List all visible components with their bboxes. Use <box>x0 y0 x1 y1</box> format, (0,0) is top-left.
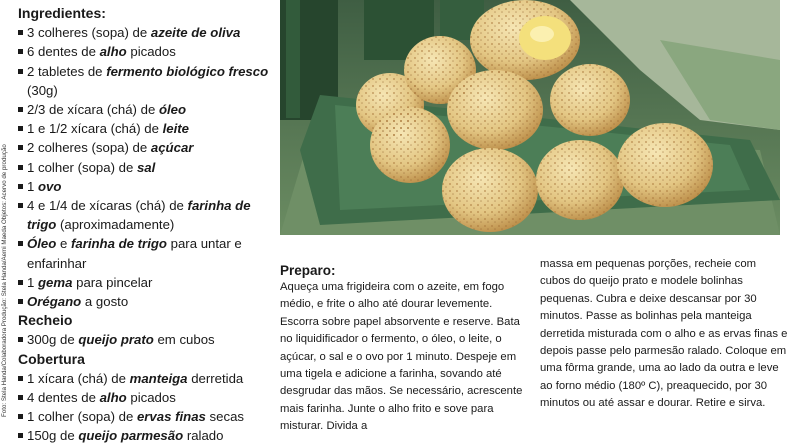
recipe-photo <box>280 0 780 235</box>
ingredients-list <box>18 23 280 311</box>
list-item <box>18 369 280 388</box>
ingredient-text: 1 <box>27 178 38 194</box>
ingredient-name: azeite de oliva <box>150 25 241 41</box>
ingredient-name: ovo <box>38 178 62 194</box>
ingredient-text: 1 e 1/2 xícara (chá) de <box>27 121 163 137</box>
ingredient-name: Orégano <box>27 294 82 310</box>
ingredient-text: (30g) <box>27 82 58 98</box>
cheese-bread-photo <box>280 0 780 235</box>
ingredient-text: 4 dentes de <box>27 390 100 406</box>
ingredient-name: gema <box>38 274 73 290</box>
preparo-text-left: Aqueça uma frigideira com o azeite, em fogo médio, e frite o alho até dourar levemente. Escorra sobre papel absorvente e reserve. Bata no liquidificador o fermento, o óleo, o leite, o açúcar, o sal e o ovo por 1 minuto. Despeje em uma tigela e adicione a farinha, sovando até desgrudar das mãos. Se necessário, acrescente mais farinha. Junte o alho frito e sove para misturar. Divida a <box>280 281 523 433</box>
filling-list <box>18 330 280 349</box>
list-item <box>18 292 280 311</box>
list-item <box>18 100 280 119</box>
ingredient-name: sal <box>136 159 156 175</box>
ingredient-text: em cubos <box>153 332 215 348</box>
ingredient-text: a gosto <box>81 294 129 310</box>
ingredient-name: óleo <box>158 102 187 118</box>
ingredient-name: leite <box>162 121 190 137</box>
ingredient-name: ervas finas <box>136 409 206 425</box>
ingredient-name: fermento biológico fresco <box>106 63 269 79</box>
ingredient-text: para pincelar <box>72 274 153 290</box>
ingredient-name: farinha de trigo <box>70 236 167 252</box>
ingredient-text: para untar e enfarinhar <box>27 236 242 271</box>
ingredient-name: alho <box>99 44 127 60</box>
ingredient-text: 2 colheres (sopa) de <box>27 140 151 156</box>
ingredient-text: 150g de <box>27 428 79 444</box>
ingredient-name: queijo parmesão <box>78 428 184 444</box>
photo-credit-text: Foto: Stela Handa/Colaboradora Produção: Stela Handa/Aemi Maeda Objetos: Acervo de produção <box>1 144 8 417</box>
ingredient-text: 1 <box>27 274 38 290</box>
list-item <box>18 426 280 445</box>
ingredient-text: ralado <box>183 428 224 444</box>
ingredient-text: 3 colheres (sopa) de <box>27 25 151 41</box>
list-item <box>18 23 280 42</box>
ingredient-name: manteiga <box>129 370 188 386</box>
ingredient-text: 2/3 de xícara (chá) de <box>27 102 159 118</box>
ingredient-name: farinha de trigo <box>27 198 251 233</box>
list-item <box>18 273 280 292</box>
list-item <box>18 138 280 157</box>
preparo-heading: Preparo: <box>280 263 336 278</box>
list-item <box>18 177 280 196</box>
ingredient-text: 2 tabletes de <box>27 63 107 79</box>
preparo-column-left <box>280 262 528 436</box>
ingredient-name: Óleo <box>27 236 57 252</box>
ingredient-text: derretida <box>187 370 244 386</box>
list-item <box>18 330 280 349</box>
ingredient-name: queijo prato <box>78 332 154 348</box>
list-item <box>18 196 280 234</box>
filling-heading: Recheio <box>18 312 73 329</box>
ingredient-text: picados <box>126 390 176 406</box>
topping-heading: Cobertura <box>18 350 85 367</box>
list-item <box>18 388 280 407</box>
ingredient-text: 4 e 1/4 de xícaras (chá) de <box>27 198 188 214</box>
ingredient-text: (aproximadamente) <box>56 217 175 233</box>
ingredient-text: 1 colher (sopa) de <box>27 409 137 425</box>
ingredient-text: 6 dentes de <box>27 44 100 60</box>
ingredient-text: 1 colher (sopa) de <box>27 159 137 175</box>
list-item <box>18 119 280 138</box>
list-item <box>18 62 280 100</box>
preparo-text-right: massa em pequenas porções, recheie com cubos do queijo prato e modele bolinhas pequenas. Cubra e deixe descansar por 30 minutos. Passe as bolinhas pela manteiga derretida misturada com o alho e as ervas finas e depois passe pelo parmesão ralado. Coloque em uma fôrma grande, uma ao lado da outra e leve ao forno médio (180º C), preaquecido, por 30 minutos ou até assar e dourar. Retire e sirva. <box>540 258 788 410</box>
ingredient-name: alho <box>99 390 127 406</box>
list-item <box>18 234 280 272</box>
ingredient-text: 1 xícara (chá) de <box>27 370 130 386</box>
topping-list <box>18 369 280 446</box>
list-item <box>18 42 280 61</box>
ingredient-name: açúcar <box>150 140 194 156</box>
ingredients-column <box>18 4 280 446</box>
ingredient-text: e <box>56 236 71 252</box>
photo-credit <box>1 90 15 417</box>
list-item <box>18 158 280 177</box>
ingredient-text: secas <box>205 409 245 425</box>
ingredient-text: 300g de <box>27 332 79 348</box>
ingredients-heading: Ingredientes: <box>18 5 106 21</box>
preparo-column-right <box>540 256 788 413</box>
ingredient-text: picados <box>126 44 176 60</box>
